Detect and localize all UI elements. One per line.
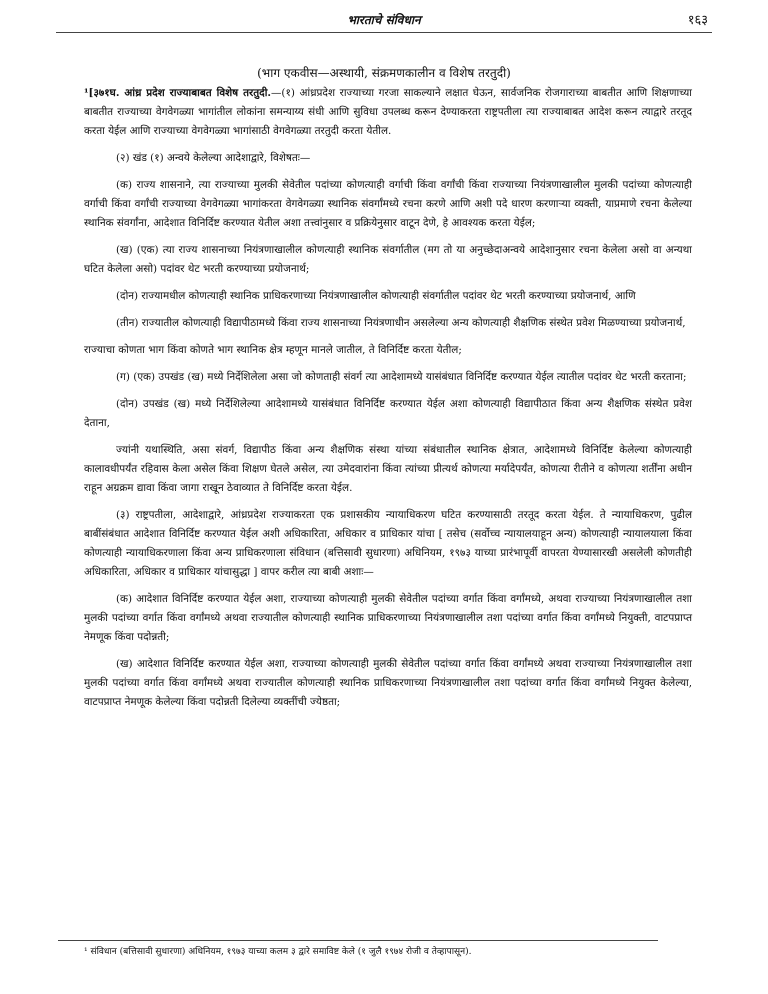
page-number: १६३ (687, 13, 708, 28)
running-header (0, 8, 768, 30)
amendment-marker: ¹[ (84, 87, 94, 99)
header-rule (56, 32, 712, 33)
footnote-text: संविधान (बत्तिसावी सुधारणा) अधिनियम, १९७३ याच्या कलम ३ द्वारे समाविष्ट केले (१ जुलै १९७४ रोजी व तेव्हापासून). (90, 947, 472, 957)
footnote (84, 946, 692, 959)
paragraph: (२) खंड (१) अन्वये केलेल्या आदेशाद्वारे, विशेषतः— (116, 152, 311, 164)
clause-text: —(१) आंध्रप्रदेश राज्याच्या गरजा साकल्याने लक्षात घेऊन, सार्वजनिक रोजगाराच्या बाबतीत आणि शिक्षणाच्या बाबतीत राज्याच्या वेगवेगळ्या भागांतील लोकांना समन्याय्य संधी आणि सुविधा उपलब्ध करून देण्याकरता राष्ट्रपतीला त्या राज्याबाबत आदेश करून त्याद्वारे तरतूद करता येईल आणि राज्याच्या वेगवेगळ्या भागांसाठी वेगवेगळ्या तरतुदी करता येतील. (84, 87, 693, 137)
footnote-marker: ¹ (84, 947, 88, 957)
paragraph: ज्यांनी यथास्थिति, असा संवर्ग, विद्यापीठ किंवा अन्य शैक्षणिक संस्था यांच्या संबंधातील स्थानिक क्षेत्रात, आदेशामध्ये विनिर्दिष्ट केलेल्या कोणत्याही कालावधीपर्यंत रहिवास केला असेल किंवा शिक्षण घेतले असेल, त्या उमेदवारांना किंवा त्यांच्या प्रीत्यर्थ कोणत्या मर्यादेपर्यंत, कोणत्या रीतीने व कोणत्या शर्तींना अधीन राहून अग्रक्रम द्यावा किंवा जागा राखून ठेवाव्यात ते विनिर्दिष्ट करता येईल. (84, 444, 692, 494)
paragraph: (तीन) राज्यातील कोणत्याही विद्यापीठामध्ये किंवा राज्य शासनाच्या नियंत्रणाधीन असलेल्या अन्य कोणत्याही शैक्षणिक संस्थेत प्रवेश मिळण्याच्या प्रयोजनार्थ, (116, 317, 686, 329)
paragraph: (ख) (एक) त्या राज्य शासनाच्या नियंत्रणाखालील कोणत्याही स्थानिक संवर्गातील (मग तो या अनुच्छेदाअन्वये आदेशानुसार रचना केलेला असो वा अन्यथा घटित केलेला असो) पदांवर थेट भरती करण्याच्या प्रयोजनार्थ; (84, 244, 692, 275)
paragraph: राज्याचा कोणता भाग किंवा कोणते भाग स्थानिक क्षेत्र म्हणून मानले जातील, ते विनिर्दिष्ट करता येतील; (84, 344, 462, 356)
part-heading: (भाग एकवीस—अस्थायी, संक्रमणकालीन व विशेष तरतुदी) (257, 66, 511, 80)
paragraph: (३) राष्ट्रपतीला, आदेशाद्वारे, आंध्रप्रदेश राज्याकरता एक प्रशासकीय न्यायाधिकरण घटित करण्यासाठी तरतूद करता येईल. ते न्यायाधिकरण, पुढील बाबींसंबंधात आदेशात विनिर्दिष्ट करण्यात येईल अशी अधिकारिता, अधिकार व प्राधिकार यांचा [ तसेच (सर्वोच्च न्यायालयाहून अन्य) कोणत्याही न्यायालयाला किंवा कोणत्याही न्यायाधिकरणाला किंवा अन्य प्राधिकरणाला संविधान (बत्तिसावी सुधारणा) अधिनियम, १९७३ याच्या प्रारंभापूर्वी वापरता येण्यासारखी असलेली कोणतीही अधिकारिता, अधिकार व प्राधिकार यांचासुद्धा ] वापर करील त्या बाबी अशाः— (84, 509, 692, 578)
body-text (84, 84, 692, 720)
running-title: भारताचे संविधान (347, 13, 421, 27)
paragraph: (ख) आदेशात विनिर्दिष्ट करण्यात येईल अशा, राज्याच्या कोणत्याही मुलकी सेवेतील पदांच्या वर्गात किंवा वर्गांमध्ये अथवा राज्याच्या नियंत्रणाखालील तशा मुलकी पदांच्या वर्गात किंवा वर्गांमध्ये अथवा राज्यातील कोणत्याही स्थानिक प्राधिकरणाच्या नियंत्रणाखालील तशा पदांच्या वर्गात किंवा वर्गांमध्ये नियुक्त केलेल्या, वाटपप्राप्त नेमणूक केलेल्या किंवा पदोन्नती दिलेल्या व्यक्तींची ज्येष्ठता; (84, 658, 692, 708)
article-title: ३७१घ. आंध्र प्रदेश राज्याबाबत विशेष तरतुदी. (93, 87, 272, 99)
paragraph: (क) राज्य शासनाने, त्या राज्याच्या मुलकी सेवेतील पदांच्या कोणत्याही वर्गाची किंवा वर्गांची किंवा राज्याच्या नियंत्रणाखालील मुलकी पदांच्या कोणत्याही वर्गाची किंवा वर्गांची राज्याच्या वेगवेगळ्या भागांकरता वेगवेगळ्या स्थानिक संवर्गांमध्ये रचना करणे आणि अशी पदे धारण करणाऱ्या व्यक्ती, याप्रमाणे रचना केलेल्या स्थानिक संवर्गांना, आदेशात विनिर्दिष्ट करण्यात येतील अशा तत्त्वांनुसार व प्रक्रियेनुसार वाटून देणे, हे आवश्यक करता येईल; (84, 179, 693, 229)
footnote-rule (58, 940, 658, 941)
paragraph: (क) आदेशात विनिर्दिष्ट करण्यात येईल अशा, राज्याच्या कोणत्याही मुलकी सेवेतील पदांच्या वर्गात किंवा वर्गांमध्ये, अथवा राज्याच्या नियंत्रणाखालील तशा मुलकी पदांच्या वर्गात किंवा वर्गांमध्ये अथवा राज्यातील कोणत्याही स्थानिक प्राधिकरणाच्या नियंत्रणाखालील तशा पदांच्या वर्गात किंवा वर्गांमध्ये नियुक्ती, वाटपप्राप्त नेमणूक किंवा पदोन्नती; (84, 593, 692, 643)
article-371d-clause-1 (84, 84, 692, 141)
paragraph: (ग) (एक) उपखंड (ख) मध्ये निर्देशिलेला असा जो कोणताही संवर्ग त्या आदेशामध्ये यासंबंधात विनिर्दिष्ट करण्यात येईल त्यातील पदांवर थेट भरती करताना; (116, 371, 687, 383)
paragraph: (दोन) उपखंड (ख) मध्ये निर्देशिलेल्या आदेशामध्ये यासंबंधात विनिर्दिष्ट करण्यात येईल अशा कोणत्याही विद्यापीठात किंवा अन्य शैक्षणिक संस्थेत प्रवेश देताना, (84, 398, 692, 429)
paragraph: (दोन) राज्यामधील कोणत्याही स्थानिक प्राधिकरणाच्या नियंत्रणाखालील कोणत्याही संवर्गातील पदांवर थेट भरती करण्याच्या प्रयोजनार्थ, आणि (116, 290, 636, 302)
